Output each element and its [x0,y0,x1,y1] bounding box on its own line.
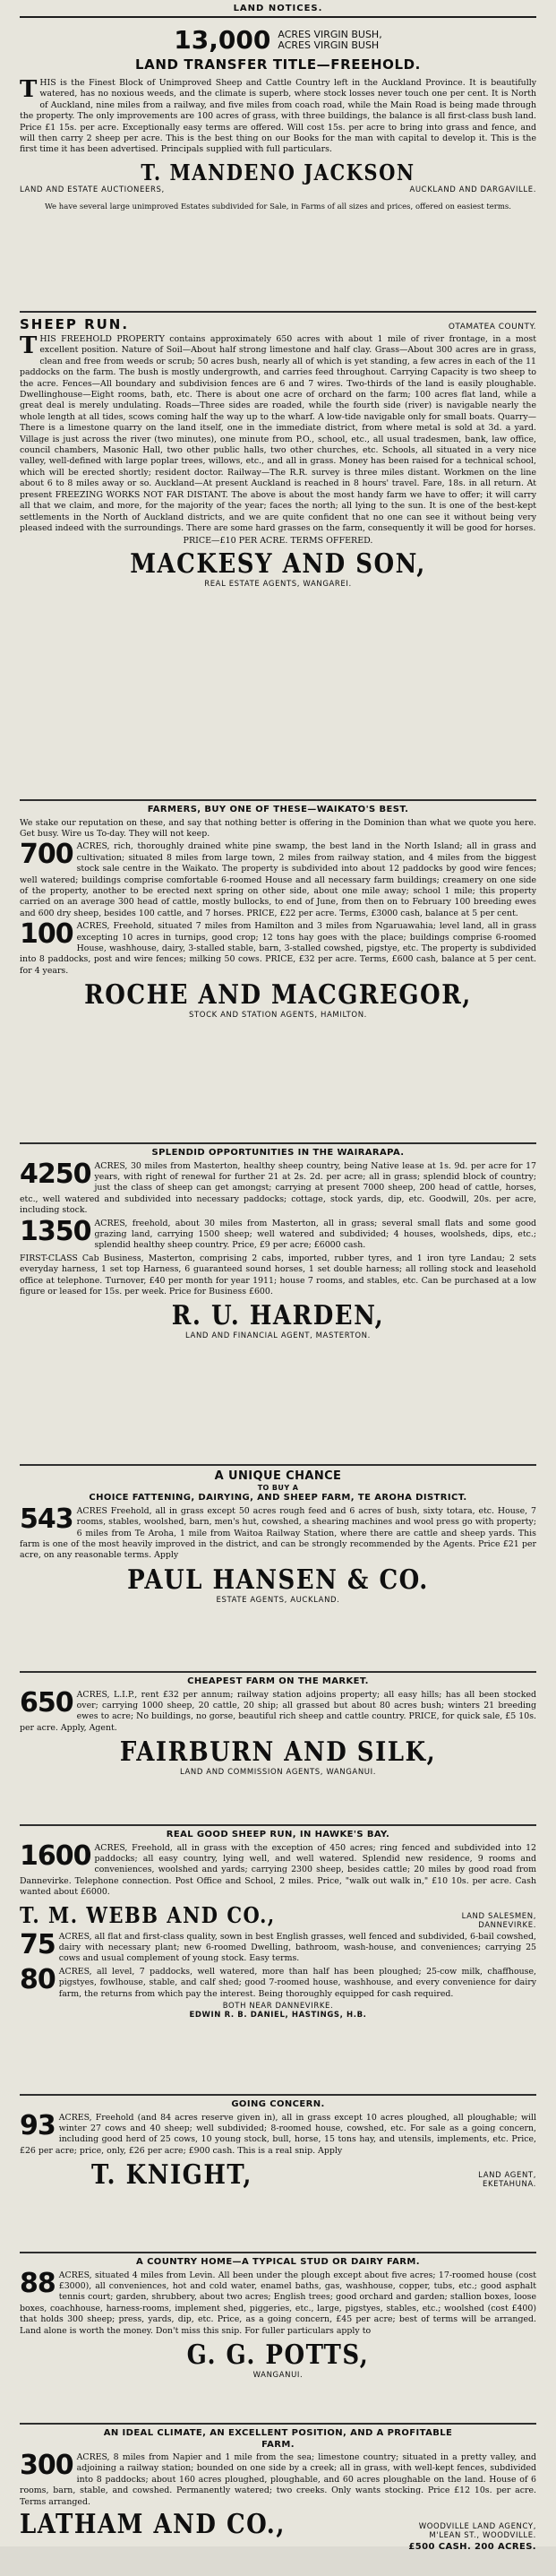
lot-88 [20,2267,536,2337]
lot-543 [20,1503,536,1562]
agent-name: ROCHE AND MACGREGOR, [84,979,472,1012]
lot-acreage: 700 [20,839,73,871]
lot-text: ACRES, rich, thoroughly drained white pine swamp, the best land in the North Island; all in grass and cultivation; situated 8 miles from large town, 2 miles from railway station, and 4 miles from the biggest stock sale centre in the Waikato. The property is subdivided into about 12 paddocks by good wire fences; well watered; buildings comprise comfortable 6-roomed House and all necessary farm buildings; creamery on one side of the property, another to be erected next spring on other side, about one mile away; school 1 mile; this property carried on an average 300 head of cattle, mostly bullocks, to end of June, from then on to February 100 breeding ewes and 600 dry sheep, besides 100 cattle, and 7 horses. PRICE, £22 per acre. Terms, £3000 cash, balance at 5 per cent. [20,841,536,918]
lot-cab-business: FIRST-CLASS Cab Business, Masterton, comprising 2 cabs, imported, rubber tyres, and 1 iron tyre Landau; 2 sets everyday harness, 1 set top Harness, 6 guaranteed sound horses, 1 set double harness; all rolling stock and leasehold office at telephone. Turnover, £40 per month for year 1911; house 7 rooms, and stables, etc. Can be purchased at a low figure or leased for 15s. per week. Price for Business £600. [20,1253,536,1297]
ad-heading-cont: FARM. [261,2439,295,2450]
lot-1600 [20,1839,536,1899]
agent-details [419,2522,536,2540]
acres-caption [278,30,381,51]
section-title: LAND NOTICES. [20,4,536,18]
lot-acreage: 650 [20,1686,73,1719]
agent-name: PAUL HANSEN & CO. [127,1564,429,1597]
agent-details [462,1912,536,1930]
ad-heading: SPLENDID OPPORTUNITIES IN THE WAIRARAPA. [151,1148,405,1158]
ad-heading: REAL GOOD SHEEP RUN, IN HAWKE'S BAY. [166,1830,390,1839]
lot-text: ACRES, situated 4 miles from Levin. All been under the plough except about five acres; 17-roomed house (cost £3000), all conveniences, hot and cold water, enamel baths, gas, washhouse, copper, tubs, etc.; good asphalt tennis court; garden, shrubbery, about two acres; English trees; good orchard and garden; stallion boxes, loose boxes, coachhouse, harness-rooms, implement shed, piggeries, etc., large, pigstyes, stables, etc.; woolshed (cost £400) that holds 300 sheep; press, yards, dip, etc. Price, as a going concern, £45 per acre; best of terms will be arranged. Land alone is worth the money. Don't miss this snip. For fuller particulars apply to [20,2270,536,2336]
agent-role: LAND AGENT, [478,2171,536,2181]
acres-caption-line2: ACRES VIRGIN BUSH [278,39,380,51]
lot-300 [20,2452,536,2508]
lot-acreage: 1600 [20,1839,91,1872]
agent-name: G. G. POTTS, [186,2339,370,2372]
ad-heading-row [20,316,536,332]
agent-name: R. U. HARDEN, [171,1301,385,1332]
lot-text: ACRES Freehold, all in grass except 50 acres rough feed and 6 acres of bush, sixty totara, etc. House, 7 rooms, stables, woolshed, barn, men's hut, cowshed, a shearing machines and wool press go with property; 6 miles from Te Aroha, 1 mile from Waitoa Railway Station, where there are cattle and sheep yards. This farm is one of the most heavily improved in the district, and can be strongly recommended by the Agents. Price £21 per acre, on any reasonable terms. Apply [20,1505,536,1561]
ad-footer: We have several large unimproved Estates subdivided for Sale, in Farms of all sizes and prices, offered on easiest terms. [45,202,511,211]
lot-650 [20,1686,536,1735]
agent-location: M'LEAN ST., WOODVILLE. [429,2531,536,2541]
price-line: PRICE—£10 PER ACRE. TERMS OFFERED. [183,536,373,547]
acres-caption-line1: ACRES VIRGIN BUSH, [278,28,382,40]
agent-location: AUCKLAND AND DARGAVILLE. [409,185,536,194]
agent-subline: STOCK AND STATION AGENTS, HAMILTON. [189,1011,367,1021]
lot-acreage: 80 [20,1963,56,1995]
ad-sheep-run [20,313,536,801]
ad-ideal-climate [20,2425,536,2576]
ad-intro: We stake our reputation on these, and say that nothing better is offering in the Dominion than what we quote you here. Get busy. Wire us To-day. They will not keep. [20,817,536,839]
agent-subline: LAND AND COMMISSION AGENTS, WANGANUI. [179,1768,377,1778]
lot-acreage: 1350 [20,1215,91,1247]
agent-row [20,1900,536,1930]
ad-heading: FARMERS, BUY ONE OF THESE—WAIKATO'S BEST. [147,805,409,814]
lot-acreage: 75 [20,1928,56,1960]
lot-80 [20,1963,536,2000]
ad-hawkes-bay [20,1826,536,2096]
lot-acreage: 93 [20,2109,56,2141]
ad-heading: A UNIQUE CHANCE [214,1469,342,1483]
ad-body-text: HIS is the Finest Block of Unimproved Sheep and Cattle Country left in the Auckland Province. It is beautifully watered, has no noxious weeds, and the climate is superb, where stock losses never touch one per cent. It is North of Auckland, nine miles from a railway, and five miles from coach road, while the Main Road is being made through the property. The only improvements are 100 acres of grass, with three buildings, the balance is all first-class bush land. Price £1 15s. per acre. Exceptionally easy terms are offered. Will cost 15s. per acre to bring into grass and fence, and will then carry 2 sheep per acre. This is the best thing on our Books for the man with capital to develop it. This is the first time it has been advertised. Principals supplied with full particulars. [20,78,536,155]
agent-details [478,2171,536,2189]
agent-role: LAND AND ESTATE AUCTIONEERS, [20,185,165,194]
ad-heading: LAND TRANSFER TITLE—FREEHOLD. [135,56,421,73]
agent-name: MACKESY AND SON, [130,549,426,581]
agent-location: DANNEVIRKE. [478,1920,536,1930]
ad-heading: CHEAPEST FARM ON THE MARKET. [187,1676,369,1686]
ad-country-home [20,2253,536,2425]
lot-text: ACRES, all level, 7 paddocks, well watered, more than half has been ploughed; 25-cow milk, chaffhouse, pigstyes, fowlhouse, stable, and calf shed; good 7-roomed house, washhouse, and every convenience for dairy farm, the returns from which pay the interest. Being thoroughly equipped for cash required. [58,1966,536,1999]
lot-acreage: 4250 [20,1158,91,1190]
agent-subline: EDWIN R. B. DANIEL, HASTINGS, H.B. [189,2010,367,2020]
lot-text: ACRES, L.I.P., rent £32 per annum; railway station adjoins property; all easy hills; has all been stocked over; carrying 1000 sheep, 20 cattle, 20 ship; all grassed but about 80 acres bush; winters 21 breeding ewes to acre; No buildings, no gorse, beautiful rich sheep and cattle country. PRICE, for quick sale, £5 10s. per acre. Apply, Agent. [20,1689,536,1733]
ad-virgin-bush [20,18,536,313]
ad-heading: SHEEP RUN. [20,316,130,332]
lot-acreage: 300 [20,2450,73,2481]
agent-subline [20,185,536,194]
ad-heading: GOING CONCERN. [231,2099,325,2109]
agent-subline: ESTATE AGENTS, AUCKLAND. [216,1595,340,1605]
agent-role: WOODVILLE LAND AGENCY, [418,2522,536,2532]
ad-waikato [20,801,536,1144]
acres-number: 13,000 [174,25,271,55]
lot-text: ACRES, Freehold, all in grass with the exception of 450 acres; ring fenced and subdivided into 12 paddocks; all easy country, lying well, and well watered. Splendid new residence, 9 rooms and conveniences, woolshed and yards; carrying 2300 sheep, besides cattle; 20 miles by good road from Dannevirke. Telephone connection. Post Office and School, 2 miles. Price, "walk out walk in," £10 10s. per acre. Cash wanted about £6000. [20,1842,536,1898]
lot-4250 [20,1158,536,1217]
agent-subline: REAL ESTATE AGENTS, WANGAREI. [204,580,352,590]
ad-subheading-district: CHOICE FATTENING, DAIRYING, AND SHEEP FARM, TE AROHA DISTRICT. [89,1493,467,1503]
lot-text: ACRES, 8 miles from Napier and 1 mile from the sea; limestone country; situated in a pretty valley, and adjoining a railway station; bounded on one side by a creek; all in grass, with well-kept fences, subdivided into 8 paddocks; about 160 acres ploughed, ploughable, and 60 acres ploughable on the land. House of 6 rooms, barn, stable, and cowshed. Permanently watered; two creeks. Only wants stocking. Price £12 10s. per acre. Terms arranged. [20,2452,536,2507]
lot-75 [20,1928,536,1965]
agent-row [20,2158,536,2192]
agent-name: FAIRBURN AND SILK, [119,1736,437,1769]
lot-text: ACRES, all flat and first-class quality, sown in best English grasses, well fenced and subdivided, 6-bail cowshed, dairy with necessary plant; new 6-roomed Dwelling, bathroom, wash-house, and conveniences; carrying 25 cows and usual complement of young stock. Easy terms. [58,1931,536,1964]
ad-body-text: HIS FREEHOLD PROPERTY contains approximately 650 acres with about 1 mile of river frontage, in a most excellent position. Nature of Soil—About half strong limestone and half clay. Grass—About 300 acres are in grass, clean and free from weeds or scrub; 50 acres bush, nearly all of which is yet standing, a few acres in each of the 11 paddocks on the farm. The bush is mostly undergrowth, and carries feed throughout. Carrying Capacity is two sheep to the acre. Fences—All boundary and subdivision fences are 6 and 7 wires. Two-thirds of the land is easily ploughable. Dwellinghouse—Eight rooms, bath, etc. There is about one acre of orchard on the farm; 100 acres flat land, while a great deal is merely undulating. Roads—Three sides are roaded, while the fourth side (river) is navigable nearly the whole length at all tides, scows coming half the way up to the wharf. A low-tide navigable only for small boats. Quarry—There is a limestone quarry on the land itself, one in the immediate district, from where metal is sold at 3d. a yard. Village is just across the river (two minutes), one minute from P.O., school, etc., all usual tradesmen, bank, law office, council chambers, Masonic Hall, two other public halls, two other churches, etc. Schools, all situated in a very nice valley, well-defined with large poplar trees, willows, etc., and all in grass. Money has been raised for a technical school, which will be erected shortly; resident doctor. Railway—The R.R. survey is three miles distant. Workmen on the line about 6 to 8 miles away or so. Auckland—At present Auckland is reached in 8 hours' travel. Fare, 18s. in all return. At present FREEZING WORKS NOT FAR DISTANT. The above is about the most handy farm we have to offer; it will carry all that we claim, and more, for the majority of the year; faces the north; all lying to the sun. It is one of the best-kept settlements in the North of Auckland districts, and we are quite confident that no one can see it without being very pleased indeed with the surroundings. There are some hard grasses on the farm, consequently it will be good for horses. [20,334,536,533]
lot-700 [20,841,536,919]
bottom-teaser: £500 CASH. 200 ACRES. [408,2542,536,2553]
lot-acreage: 543 [20,1503,73,1535]
drop-cap: T [20,332,38,359]
ad-heading: A COUNTRY HOME—A TYPICAL STUD OR DAIRY FARM. [136,2257,420,2267]
lot-acreage: 88 [20,2267,56,2299]
agent-name: T. KNIGHT, [91,2159,252,2192]
agent-role: LAND SALESMEN, [461,1911,536,1921]
lot-1350 [20,1215,536,1252]
ad-subheading: TO BUY A [257,1484,299,1493]
lot-acreage: 100 [20,918,73,951]
agent-location: EKETAHUNA. [482,2180,536,2190]
lot-93 [20,2109,536,2158]
agent-name: T. M. WEBB AND CO., [20,1901,276,1928]
lot-text: ACRES, freehold, about 30 miles from Masterton, all in grass; several small flats and some good grazing land, carrying 1500 sheep; well watered and subdivided; 4 houses, woolsheds, dips, etc.; splendid healthy sheep country. Price, £9 per acre; £6000 cash. [94,1218,536,1251]
ad-heading: AN IDEAL CLIMATE, AN EXCELLENT POSITION, AND A PROFITABLE [103,2428,453,2438]
ad-cheapest-farm [20,1673,536,1826]
ad-body [20,78,536,156]
ad-te-aroha [20,1466,536,1673]
lot-text: ACRES, Freehold (and 84 acres reserve given in), all in grass except 10 acres ploughed, all ploughable; will winter 27 cows and 40 sheep; well subdivided; 8-roomed house, cowshed, etc. For sale as a going concern, including good herd of 25 cows, 10 young stock, bull, horse, 15 tons hay, and utensils, implements, etc. Price, £26 per acre; price, only, £26 per acre; £900 cash. This is a real snip. Apply [20,2112,536,2156]
lot-text: ACRES, Freehold, situated 7 miles from Hamilton and 3 miles from Ngaruawahia; level land, all in grass excepting 10 acres in turnips, good crop; 12 tons hay goes with the place; buildings comprise 6-roomed House, washhouse, dairy, 3-stalled stable, barn, 3-stalled cowshed, pigstye, etc. The property is subdivided into 8 paddocks, post and wire fences; milking 50 cows. PRICE, £32 per acre. Terms, £600 cash, balance at 5 per cent. for 4 years. [20,921,536,976]
drop-cap: T [20,76,38,103]
acres-banner [20,25,536,55]
lot-100 [20,918,536,977]
county-label: OTAMATEA COUNTY. [448,323,536,332]
ad-wairarapa [20,1144,536,1466]
agent-name: T. MANDENO JACKSON [141,159,415,185]
agent-subline: LAND AND FINANCIAL AGENT, MASTERTON. [185,1331,371,1341]
both-near-label: BOTH NEAR DANNEVIRKE. [222,2001,334,2011]
ad-going-concern [20,2096,536,2253]
agent-subline: WANGANUI. [252,2370,304,2380]
agent-row [20,2510,536,2540]
ad-body [20,334,536,534]
agent-name: LATHAM AND CO., [20,2509,286,2541]
lot-text: ACRES, 30 miles from Masterton, healthy sheep country, being Native lease at 1s. 9d. per acre for 17 years, with right of renewal for further 21 at 2s. 2d. per acre; all in grass; splendid block of country; just the class of sheep can get amongst; carrying at present 7000 sheep, 200 head of cattle, horses, etc., well watered and subdivided into necessary paddocks; cottage, stock yards, dip, etc. Goodwill, 20s. per acre, including stock. [20,1160,536,1216]
